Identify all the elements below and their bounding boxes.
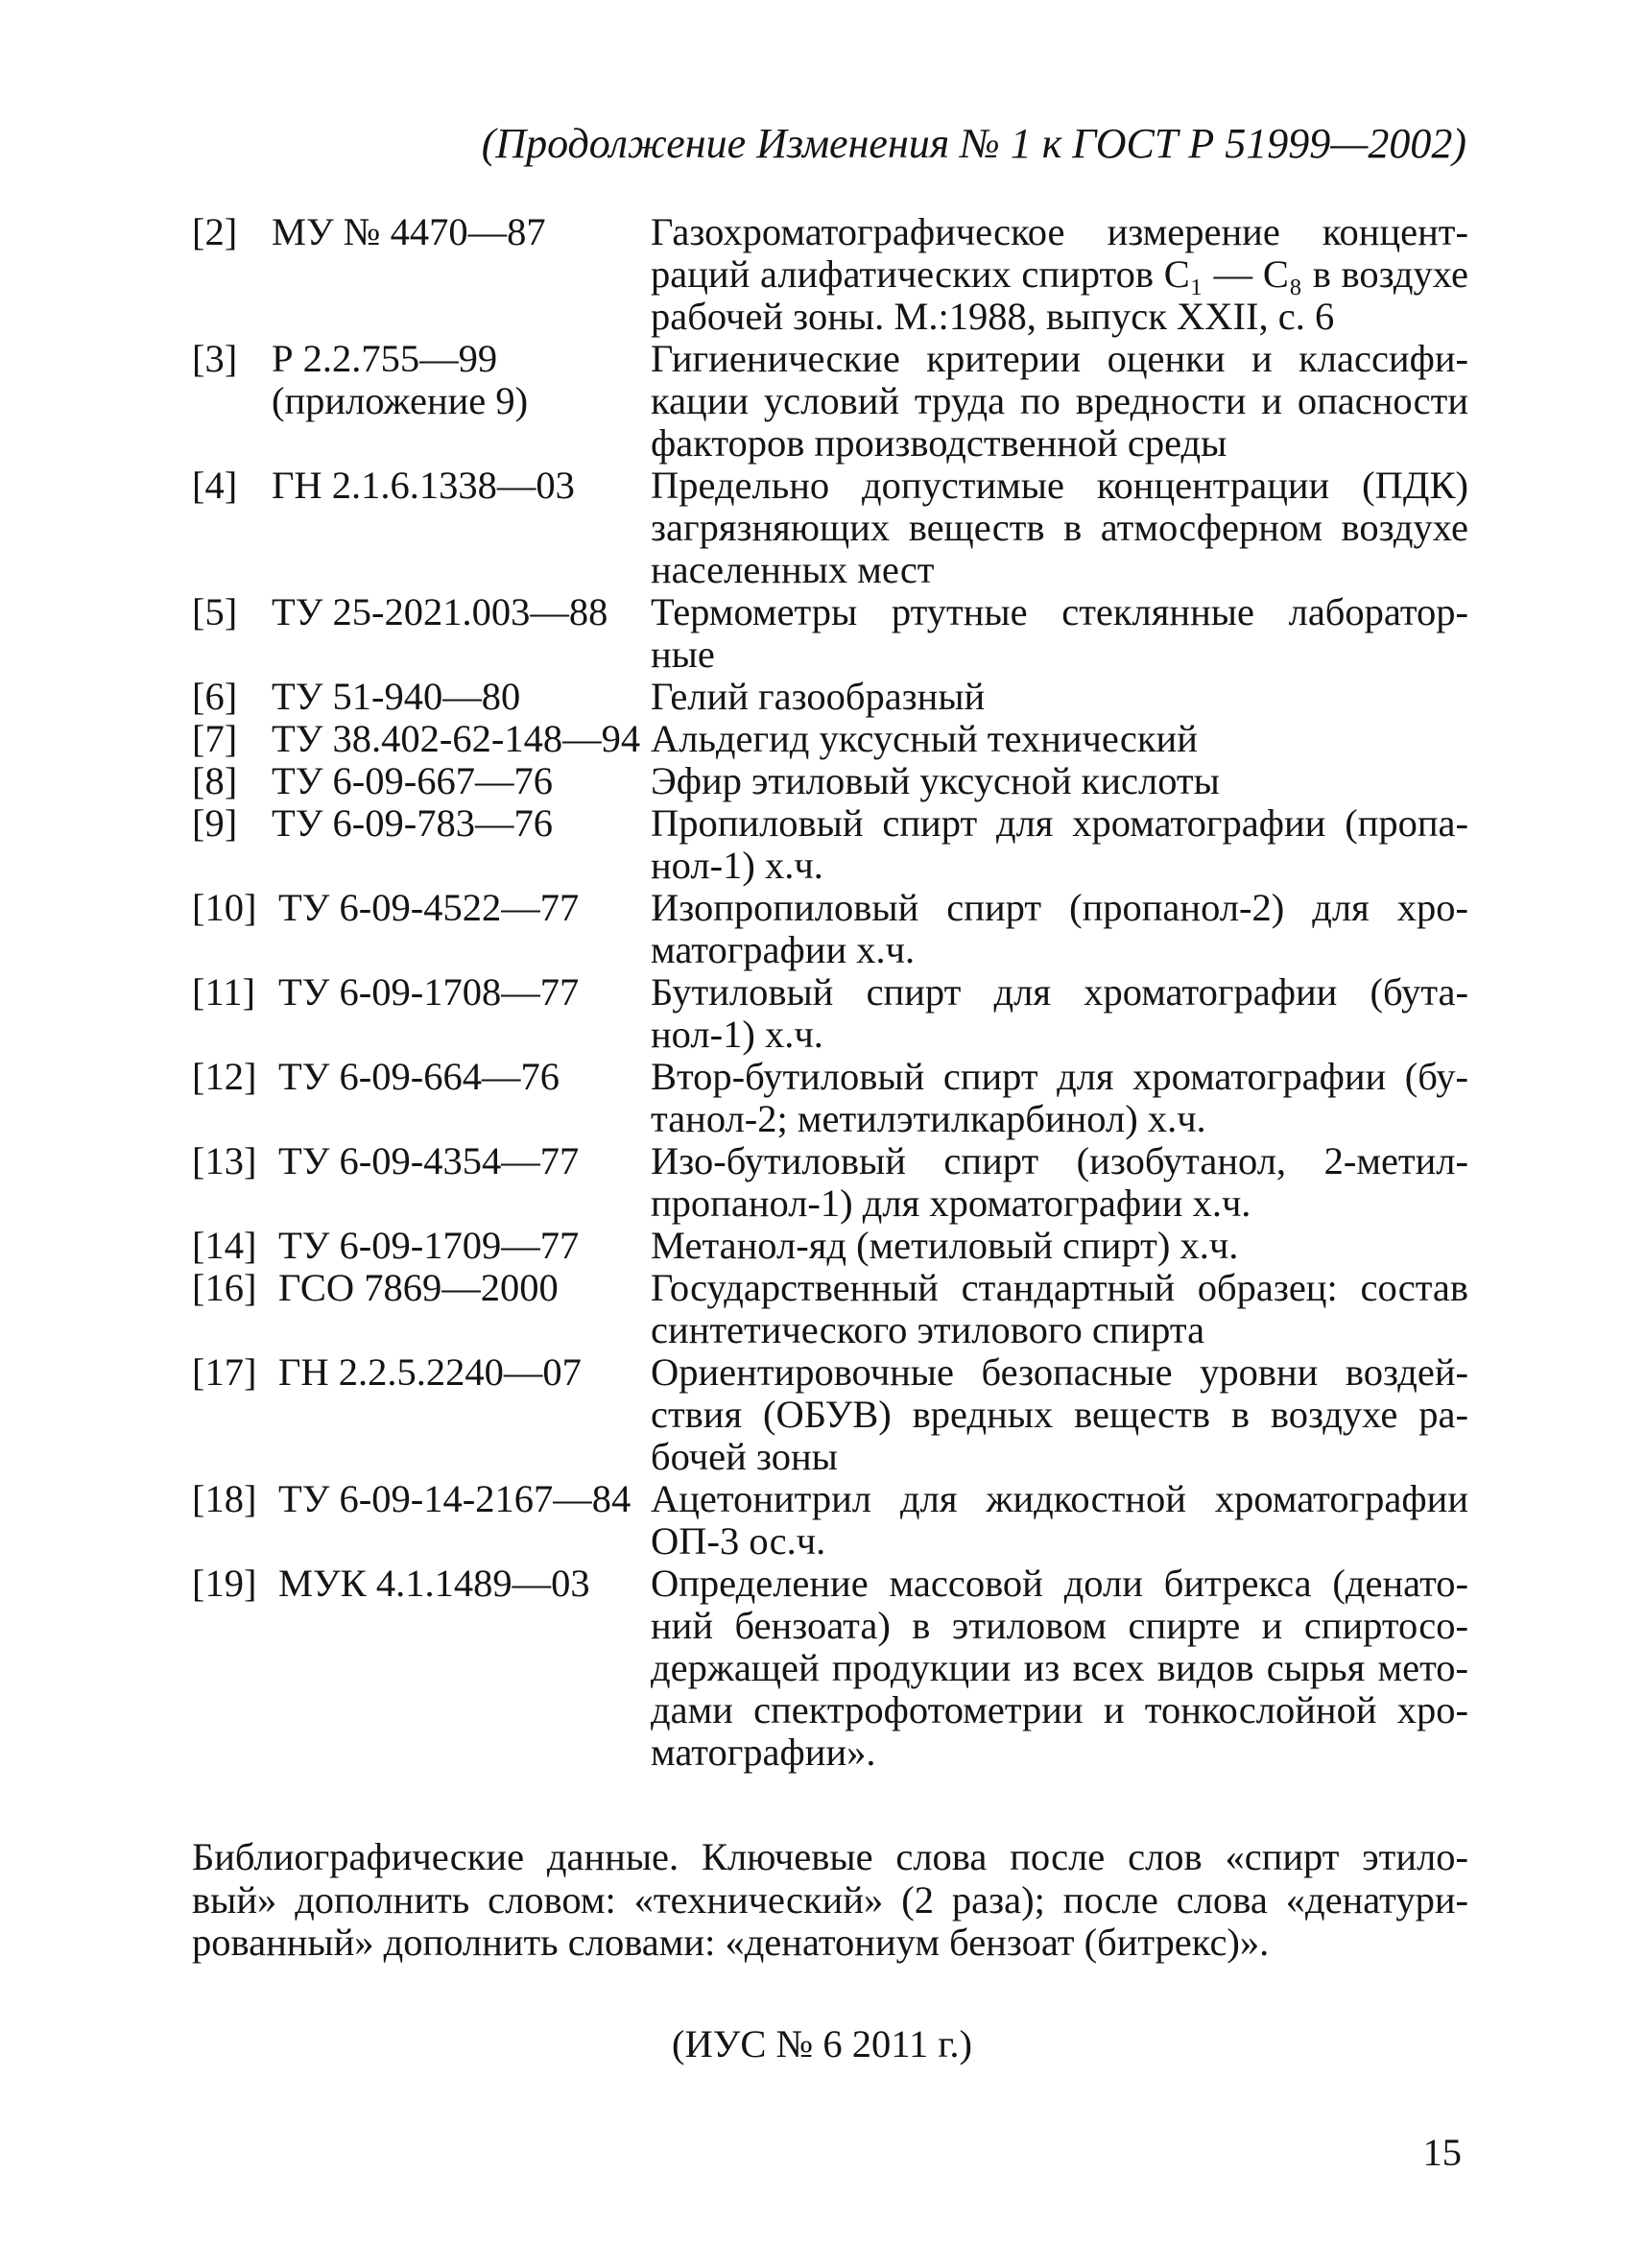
reference-code-line: ТУ 6-09-4354—77 [278,1139,580,1182]
reference-title-line: Изо-бутиловый спирт (изобутанол, 2-метил- [651,1139,1468,1182]
reference-number: [2] [192,210,238,253]
reference-number: [3] [192,337,238,380]
reference-item [192,338,1468,465]
reference-code [278,1225,835,1267]
reference-title-line: Метанол-яд (метиловый спирт) х.ч. [651,1224,1239,1267]
reference-title-line: населенных мест [651,548,935,591]
reference-code [278,1056,835,1098]
reference-code-line: ТУ 25-2021.003—88 [272,590,608,633]
reference-code [278,1140,835,1182]
reference-code-line: ГСО 7869—2000 [278,1266,559,1309]
reference-title-line: загрязняющих веществ в атмосферном воздухе [651,506,1468,549]
reference-title-line: Пропиловый спирт для хроматографии (пропа- [651,801,1468,845]
reference-item [192,1267,1468,1351]
reference-code [278,1563,835,1605]
reference-title-line: Определение массовой доли битрекса (денато- [651,1562,1468,1605]
reference-title-line: Предельно допустимые концентрации (ПДК) [651,464,1468,507]
reference-code-line: ТУ 6-09-667—76 [272,759,554,802]
reference-item [192,1056,1468,1140]
reference-title-line: Втор-бутиловый спирт для хроматографии (бу- [651,1055,1468,1098]
reference-item [192,1478,1468,1563]
reference-title-line: нол-1) х.ч. [651,844,823,887]
bibliographic-note [192,1836,1468,1965]
reference-number: [4] [192,464,238,507]
reference-title-line: Изопропиловый спирт (пропанол-2) для хро- [651,886,1468,929]
reference-item [192,676,1468,718]
reference-code-line: ТУ 51-940—80 [272,675,521,718]
reference-number: [17] [192,1350,257,1394]
reference-title-line: дами спектрофотометрии и тонкослойной хро- [651,1688,1468,1731]
reference-item [192,591,1468,676]
reference-number: [19] [192,1562,257,1605]
reference-item [192,718,1468,760]
reference-code-line: ТУ 38.402-62-148—94 [272,717,641,760]
reference-code-line: ТУ 6-09-1709—77 [278,1224,580,1267]
reference-title-line: пропанол-1) для хроматографии х.ч. [651,1182,1251,1225]
reference-number: [6] [192,675,238,718]
reference-title-line: Газохроматографическое измерение концент- [651,210,1468,253]
reference-title-line: синтетического этилового спирта [651,1308,1205,1351]
reference-title-line: Бутиловый спирт для хроматографии (бута- [651,970,1468,1014]
reference-code [272,591,828,633]
reference-code [272,760,828,802]
reference-item [192,887,1468,971]
reference-title-line: ОП-3 ос.ч. [651,1519,826,1563]
reference-title-line: бочей зоны [651,1435,838,1478]
reference-number: [16] [192,1266,257,1309]
reference-item [192,971,1468,1056]
reference-item [192,211,1468,338]
reference-code [272,338,828,422]
reference-title-line: Ацетонитрил для жидкостной хроматографии [651,1477,1468,1520]
page-number: 15 [1422,2131,1462,2174]
reference-title-line: Термометры ртутные стеклянные лаборатор- [651,590,1468,633]
reference-title-line: Эфир этиловый уксусной кислоты [651,759,1220,802]
reference-number: [14] [192,1224,257,1267]
bibliographic-note-line: рованный» дополнить словами: «денатониум бензоат (битрекс)». [192,1921,1270,1964]
reference-number: [18] [192,1477,257,1520]
reference-title-line: раций алифатических спиртов С₁ — С₈ в воздухе [651,252,1468,296]
reference-code-line: ТУ 6-09-783—76 [272,801,554,845]
reference-code-line: ГН 2.1.6.1338—03 [272,464,575,507]
reference-code [278,1351,835,1394]
reference-number: [8] [192,759,238,802]
reference-title-line: нол-1) х.ч. [651,1013,823,1056]
reference-code [272,211,828,253]
reference-code-line: Р 2.2.755—99 [272,337,498,380]
reference-code-line: ТУ 6-09-1708—77 [278,970,580,1014]
reference-title-line: держащей продукции из всех видов сырья мето- [651,1646,1468,1689]
reference-item [192,760,1468,802]
reference-title-line: кации условий труда по вредности и опасности [651,379,1468,422]
reference-number: [10] [192,886,257,929]
bibliographic-note-line: Библиографические данные. Ключевые слова после слов «спирт этило- [192,1835,1468,1878]
reference-item [192,465,1468,591]
reference-title-line: Альдегид уксусный технический [651,717,1198,760]
reference-title-line: Гигиенические критерии оценки и классифи- [651,337,1468,380]
reference-code-line: МУК 4.1.1489—03 [278,1562,590,1605]
reference-code [272,802,828,845]
reference-title-line: Ориентировочные безопасные уровни воздей- [651,1350,1468,1394]
reference-title-line: факторов производственной среды [651,421,1227,465]
reference-code-line: МУ № 4470—87 [272,210,546,253]
reference-title-line: ствия (ОБУВ) вредных веществ в воздухе ра- [651,1393,1468,1436]
reference-code [278,971,835,1014]
reference-code-line: ТУ 6-09-14-2167—84 [278,1477,631,1520]
reference-item [192,1351,1468,1478]
page-header: (Продолжение Изменения № 1 к ГОСТ Р 51999—2002) [481,120,1466,167]
reference-title-line: Гелий газообразный [651,675,986,718]
ius-reference: (ИУС № 6 2011 г.) [672,2022,972,2065]
reference-item [192,1140,1468,1225]
reference-code [272,676,828,718]
reference-number: [5] [192,590,238,633]
reference-code [272,465,828,507]
reference-code [278,1267,835,1309]
reference-title-line: танол-2; метилэтилкарбинол) х.ч. [651,1097,1206,1140]
reference-title-line: рабочей зоны. М.:1988, выпуск XXII, с. 6 [651,295,1335,338]
reference-number: [9] [192,801,238,845]
reference-code [272,718,828,760]
reference-list [192,211,1468,1774]
reference-code-line: (приложение 9) [272,379,529,422]
reference-item [192,802,1468,887]
reference-number: [12] [192,1055,257,1098]
reference-code-line: ТУ 6-09-664—76 [278,1055,560,1098]
reference-number: [13] [192,1139,257,1182]
reference-title-line: ний бензоата) в этиловом спирте и спиртосо- [651,1604,1468,1647]
reference-title-line: Государственный стандартный образец: состав [651,1266,1468,1309]
reference-code-line: ГН 2.2.5.2240—07 [278,1350,582,1394]
bibliographic-note-line: вый» дополнить словом: «технический» (2 раза); после слова «денатури- [192,1877,1468,1922]
reference-code [278,1478,835,1520]
reference-code [278,887,835,929]
reference-title-line: матографии». [651,1731,876,1774]
reference-number: [7] [192,717,238,760]
reference-number: [11] [192,970,255,1014]
reference-title-line: ные [651,633,715,676]
reference-item [192,1225,1468,1267]
reference-code-line: ТУ 6-09-4522—77 [278,886,580,929]
reference-title-line: матографии х.ч. [651,928,916,971]
reference-item [192,1563,1468,1774]
